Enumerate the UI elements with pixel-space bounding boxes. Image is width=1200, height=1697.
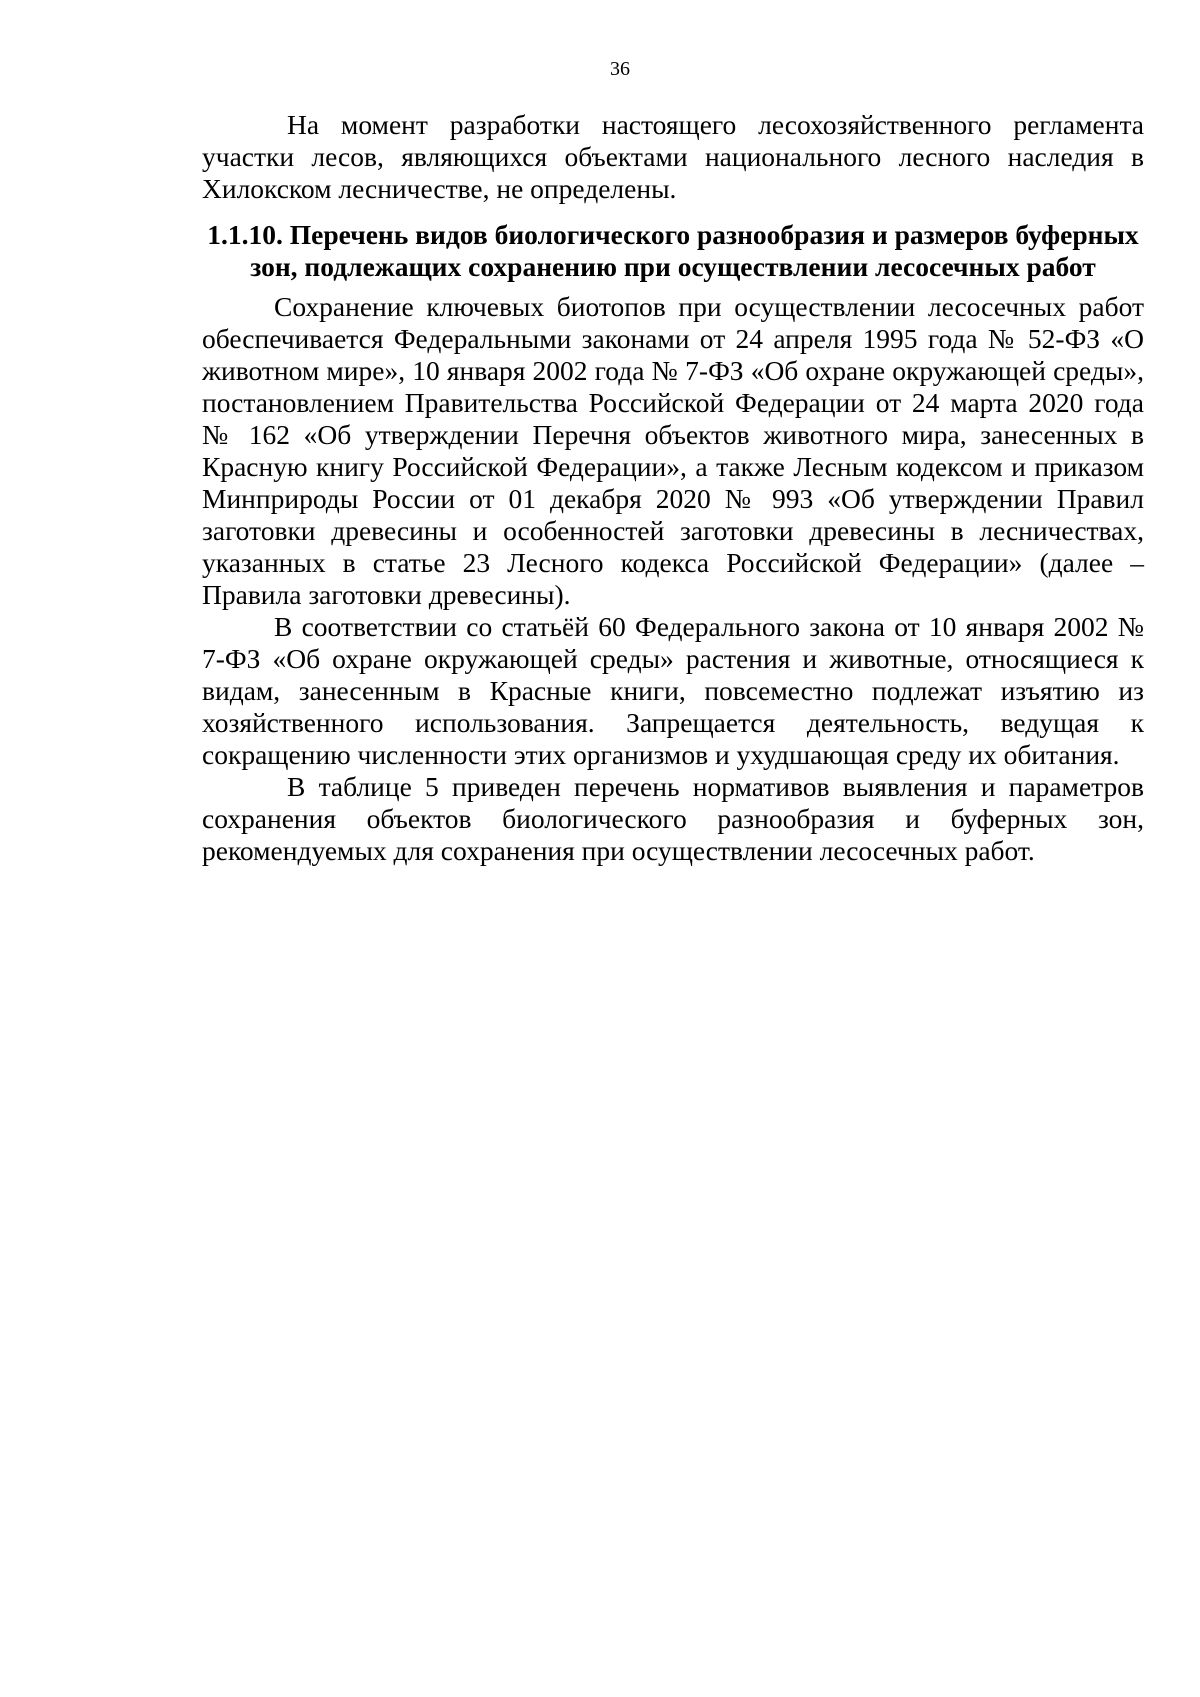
paragraph-table-reference: В таблице 5 приведен перечень нормативов выявления и параметров сохранения объектов биологического разнообразия и буферных зон, рекомендуемых для сохранения при осуществлении лесосечных работ. xyxy=(202,771,1144,866)
paragraph-red-book: В соответствии со статьёй 60 Федерального закона от 10 января 2002 № 7-ФЗ «Об охране окружающей среды» растения и животные, относящиеся к видам, занесенным в Красные книги, повсеместно подлежат изъятию из хозяйственного использования. Запрещается деятельность, ведущая к сокращению численности этих организмов и ухудшающая среду их обитания. xyxy=(202,611,1144,770)
intro-paragraph: На момент разработки настоящего лесохозяйственного регламента участки лесов, являющихся объектами национального лесного наследия в Хилокском лесничестве, не определены. xyxy=(202,109,1144,204)
page-number: 36 xyxy=(610,58,630,80)
section-heading: 1.1.10. Перечень видов биологического разнообразия и размеров буферных зон, подлежащих сохранению при осуществлении лесосечных работ xyxy=(207,219,1139,282)
document-body xyxy=(202,109,1144,867)
paragraph-biotopes: Сохранение ключевых биотопов при осуществлении лесосечных работ обеспечивается Федеральными законами от 24 апреля 1995 года № 52-ФЗ «О животном мире», 10 января 2002 года № 7-ФЗ «Об охране окружающей среды», постановлением Правительства Российской Федерации от 24 марта 2020 года № 162 «Об утверждении Перечня объектов животного мира, занесенных в Красную книгу Российской Федерации», а также Лесным кодексом и приказом Минприроды России от 01 декабря 2020 № 993 «Об утверждении Правил заготовки древесины и особенностей заготовки древесины в лесничествах, указанных в статье 23 Лесного кодекса Российской Федерации» (далее – Правила заготовки древесины). xyxy=(202,291,1144,610)
